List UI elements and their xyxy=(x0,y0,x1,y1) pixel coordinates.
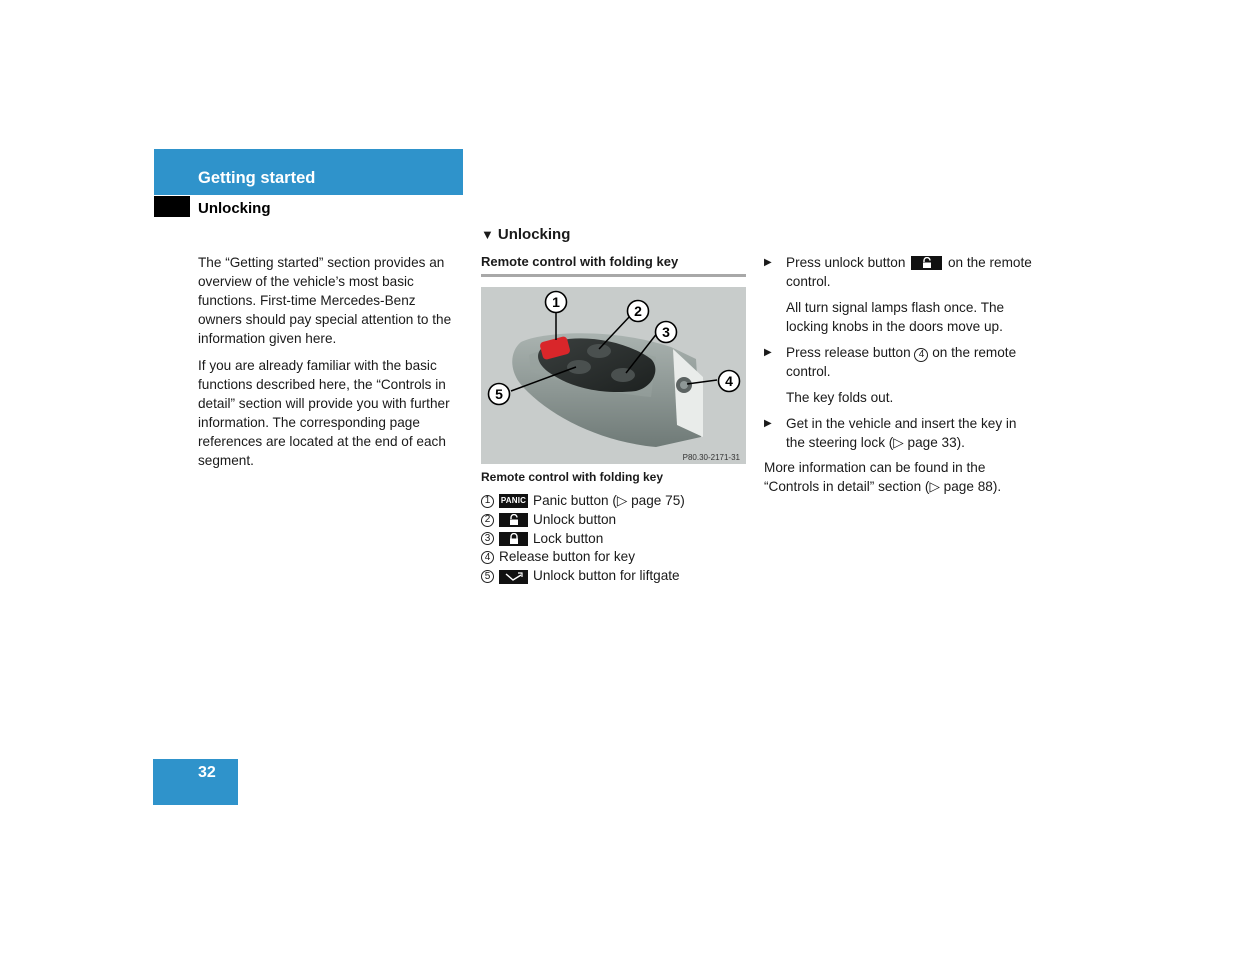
subsection-title: Unlocking xyxy=(198,200,271,217)
callout-5 xyxy=(489,384,510,405)
lock-icon xyxy=(499,532,528,546)
intro-paragraph-1: The “Getting started” section provides an overview of the vehicle’s most basic functions. First-time Mercedes-Benz owners should pay special attention to the information given here. xyxy=(198,255,452,346)
liftgate-icon xyxy=(499,570,528,584)
legend-item-4 xyxy=(481,548,756,567)
bullet-icon: ▶ xyxy=(764,418,772,429)
figure-code: P80.30-2171-31 xyxy=(682,453,740,462)
figure-heading: Remote control with folding key xyxy=(481,254,746,277)
svg-text:4: 4 xyxy=(725,373,733,389)
legend-item-3 xyxy=(481,530,756,549)
remote-control-figure xyxy=(481,287,746,464)
main-heading xyxy=(481,226,570,243)
callout-4 xyxy=(719,371,740,392)
main-heading-text: Unlocking xyxy=(497,226,571,243)
bullet-icon: ▶ xyxy=(764,257,772,268)
legend-number: 3 xyxy=(481,532,494,545)
step-2-text-end: on the remote control. xyxy=(786,345,1017,379)
legend-text: Unlock button for liftgate xyxy=(533,568,680,584)
callout-3 xyxy=(656,322,677,343)
svg-text:2: 2 xyxy=(634,303,642,319)
legend-item-2 xyxy=(481,511,756,530)
figure-caption: Remote control with folding key xyxy=(481,470,664,484)
panic-icon: PANIC xyxy=(499,494,528,508)
intro-text xyxy=(198,253,463,478)
unlock-icon xyxy=(911,256,942,270)
figure-legend xyxy=(481,492,756,586)
legend-item-1 xyxy=(481,492,756,511)
legend-text: Release button for key xyxy=(499,549,636,565)
instruction-step-3 xyxy=(764,414,1036,452)
legend-number: 2 xyxy=(481,514,494,527)
bullet-icon: ▶ xyxy=(764,347,772,358)
page-number: 32 xyxy=(198,764,216,781)
svg-text:3: 3 xyxy=(662,324,670,340)
callout-1 xyxy=(546,292,567,313)
subsection-marker xyxy=(154,196,190,217)
legend-number: 5 xyxy=(481,570,494,583)
step-3-text: Get in the vehicle and insert the key in the steering lock (▷ page 33). xyxy=(786,416,1017,450)
instruction-step-1 xyxy=(764,253,1036,291)
svg-text:1: 1 xyxy=(552,294,560,310)
step-1-text-end: on the remote control. xyxy=(786,255,1032,289)
callout-2 xyxy=(628,301,649,322)
legend-text: Lock button xyxy=(533,530,604,546)
page-number-box xyxy=(153,759,238,805)
remote-key-illustration xyxy=(481,287,746,464)
legend-text: Panic button (▷ page 75) xyxy=(533,493,685,508)
heading-triangle-icon: ▼ xyxy=(481,227,494,242)
intro-paragraph-2: If you are already familiar with the basic functions described here, the “Controls in detail” section will provide you with further information. The corresponding page references are located at the end of each segment. xyxy=(198,358,450,468)
legend-number: 4 xyxy=(481,551,494,564)
legend-number: 1 xyxy=(481,495,494,508)
unlock-icon xyxy=(499,513,528,527)
result-2: The key folds out. xyxy=(786,390,894,405)
more-information: More information can be found in the “Controls in detail” section (▷ page 88). xyxy=(764,460,1002,494)
legend-item-5 xyxy=(481,567,756,586)
step-2-text-start: Press release button xyxy=(786,345,911,360)
step-1-text-start: Press unlock button xyxy=(786,255,906,270)
result-1: All turn signal lamps flash once. The locking knobs in the doors move up. xyxy=(786,300,1005,334)
svg-text:5: 5 xyxy=(495,386,503,402)
section-title: Getting started xyxy=(198,169,316,187)
instruction-step-2 xyxy=(764,343,1036,381)
instructions xyxy=(764,253,1036,496)
legend-text: Unlock button xyxy=(533,511,617,527)
release-button-number: 4 xyxy=(914,348,928,362)
